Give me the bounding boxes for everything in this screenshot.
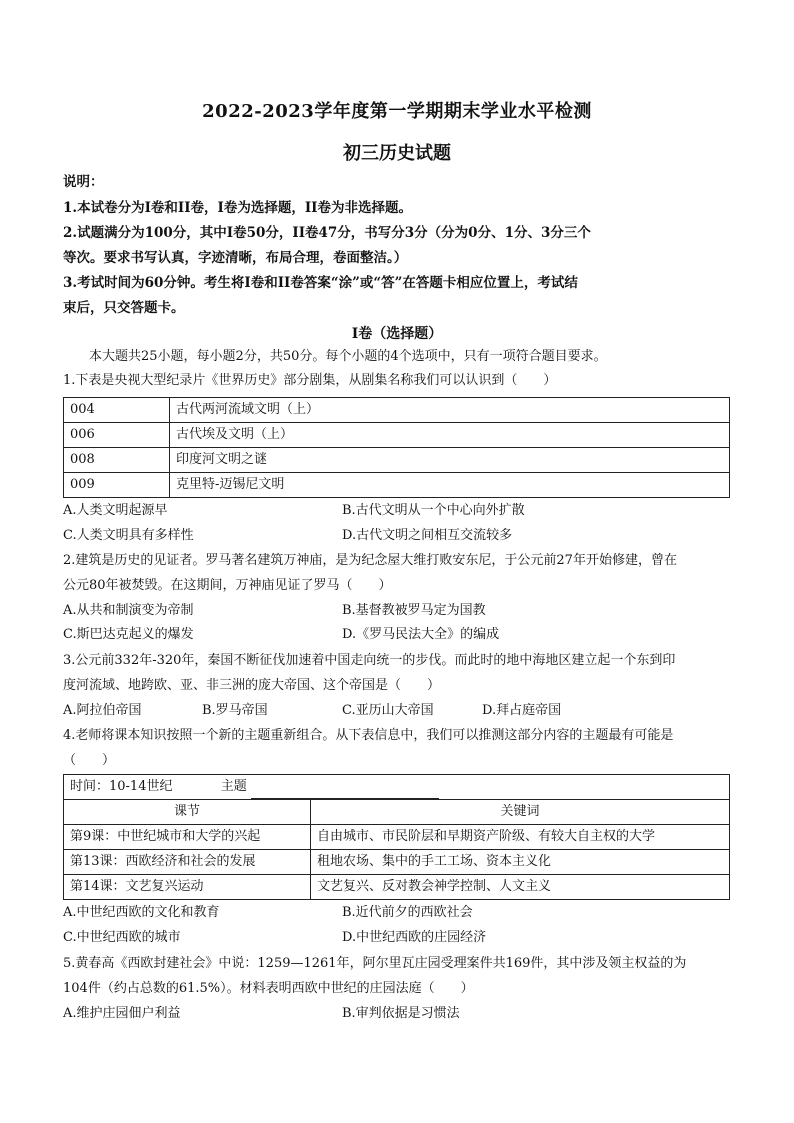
q4-stem-line1: 4.老师将课本知识按照一个新的主题重新组合。从下表信息中，我们可以推测这部分内容的主题最有可能是: [63, 728, 674, 743]
q3-stem-line2: 度河流域、地跨欧、亚、非三洲的庞大帝国、这个帝国是（ ）: [63, 678, 441, 693]
keywords-cell: 文艺复兴、反对教会神学控制、人文主义: [311, 875, 730, 900]
episode-number: 009: [64, 473, 170, 498]
table-row: [64, 850, 730, 875]
q4-option-b[interactable]: B.近代前夕的西欧社会: [342, 905, 473, 920]
q2-option-c[interactable]: C.斯巴达克起义的爆发: [63, 627, 194, 642]
episode-title: 古代两河流域文明（上）: [170, 398, 730, 423]
exam-title: 2022-2023学年度第一学期期末学业水平检测: [202, 101, 592, 122]
table-row: [64, 398, 730, 423]
q5-stem-line1: 5.黄春高《西欧封建社会》中说：1259—1261年，阿尔里瓦庄园受理案件共169件，其中涉及领主权益的为: [63, 956, 687, 971]
q5-option-a[interactable]: A.维护庄园佃户利益: [63, 1006, 181, 1021]
episode-number: 008: [64, 448, 170, 473]
section-intro: 本大题共25小题，每小题2分，共50分。每个小题的4个选项中，只有一项符合题目要求。: [89, 349, 607, 364]
table-row: [64, 875, 730, 900]
episode-title: 古代埃及文明（上）: [170, 423, 730, 448]
table-row: [64, 448, 730, 473]
q2-option-d[interactable]: D.《罗马民法大全》的编成: [342, 627, 500, 642]
q4-option-d[interactable]: D.中世纪西欧的庄园经济: [342, 930, 487, 945]
q2-option-b[interactable]: B.基督教被罗马定为国教: [342, 603, 486, 618]
theme-label: 主题: [220, 779, 247, 794]
theme-blank: [251, 782, 439, 799]
time-label: 时间：10-14世纪: [70, 779, 173, 794]
q1-stem: 1.下表是央视大型纪录片《世界历史》部分剧集，从剧集名称我们可以认识到（ ）: [63, 373, 557, 388]
q4-option-a[interactable]: A.中世纪西欧的文化和教育: [63, 905, 220, 920]
q3-stem-line1: 3.公元前332年-320年，秦国不断征伐加速着中国走向统一的步伐。而此时的地中海地区建立起一个东到印: [63, 653, 676, 668]
q3-option-d[interactable]: D.拜占庭帝国: [482, 703, 562, 718]
table-header-row: [64, 800, 730, 825]
q1-table: [63, 397, 730, 498]
q1-option-d[interactable]: D.古代文明之间相互交流较多: [342, 528, 513, 543]
keywords-cell: 自由城市、市民阶层和早期资产阶级、有较大自主权的大学: [311, 825, 730, 850]
episode-title: 印度河文明之谜: [170, 448, 730, 473]
instructions-label: 说明：: [63, 174, 104, 190]
q4-table: [63, 774, 730, 900]
instruction-1: 1.本试卷分为I卷和II卷，I卷为选择题，II卷为非选择题。: [63, 200, 412, 216]
section-title: I卷（选择题）: [351, 326, 443, 342]
table-row: [64, 473, 730, 498]
episode-title: 克里特-迈锡尼文明: [170, 473, 730, 498]
table-row: [64, 423, 730, 448]
instruction-3-line1: 3.考试时间为60分钟。考生将I卷和II卷答案“涂”或“答”在答题卡相应位置上，考试结: [63, 275, 578, 291]
instruction-2-line1: 2.试题满分为100分，其中I卷50分，II卷47分，书写分3分（分为0分、1分、3分三个: [63, 225, 591, 241]
q5-stem-line2: 104件（约占总数的61.5%）。材料表明西欧中世纪的庄园法庭（ ）: [63, 981, 474, 996]
q2-option-a[interactable]: A.从共和制演变为帝制: [63, 603, 194, 618]
episode-number: 004: [64, 398, 170, 423]
q2-stem-line2: 公元80年被焚毁。在这期间，万神庙见证了罗马（ ）: [63, 578, 392, 593]
exam-subtitle: 初三历史试题: [343, 143, 451, 164]
q4-option-c[interactable]: C.中世纪西欧的城市: [63, 930, 181, 945]
table-row: [64, 775, 730, 800]
q3-option-c[interactable]: C.亚历山大帝国: [342, 703, 434, 718]
q4-stem-line2: （ ）: [63, 753, 116, 768]
q3-option-b[interactable]: B.罗马帝国: [202, 703, 268, 718]
q1-option-a[interactable]: A.人类文明起源早: [63, 503, 168, 518]
q5-option-b[interactable]: B.审判依据是习惯法: [342, 1006, 460, 1021]
lesson-cell: 第9课：中世纪城市和大学的兴起: [64, 825, 311, 850]
table-row: [64, 825, 730, 850]
time-theme-row: [64, 775, 730, 800]
column-header-lesson: 课节: [64, 800, 311, 825]
q2-stem-line1: 2.建筑是历史的见证者。罗马著名建筑万神庙，是为纪念屋大维打败安东尼，于公元前27年开始修建，曾在: [63, 553, 677, 568]
lesson-cell: 第13课：西欧经济和社会的发展: [64, 850, 311, 875]
column-header-keywords: 关键词: [311, 800, 730, 825]
lesson-cell: 第14课：文艺复兴运动: [64, 875, 311, 900]
keywords-cell: 租地农场、集中的手工工场、资本主义化: [311, 850, 730, 875]
instruction-2-line2: 等次。要求书写认真，字迹清晰，布局合理，卷面整洁。）: [63, 250, 408, 266]
instruction-3-line2: 束后，只交答题卡。: [63, 300, 185, 316]
q1-option-b[interactable]: B.古代文明从一个中心向外扩散: [342, 503, 525, 518]
q1-option-c[interactable]: C.人类文明具有多样性: [63, 528, 194, 543]
episode-number: 006: [64, 423, 170, 448]
q3-option-a[interactable]: A.阿拉伯帝国: [63, 703, 142, 718]
